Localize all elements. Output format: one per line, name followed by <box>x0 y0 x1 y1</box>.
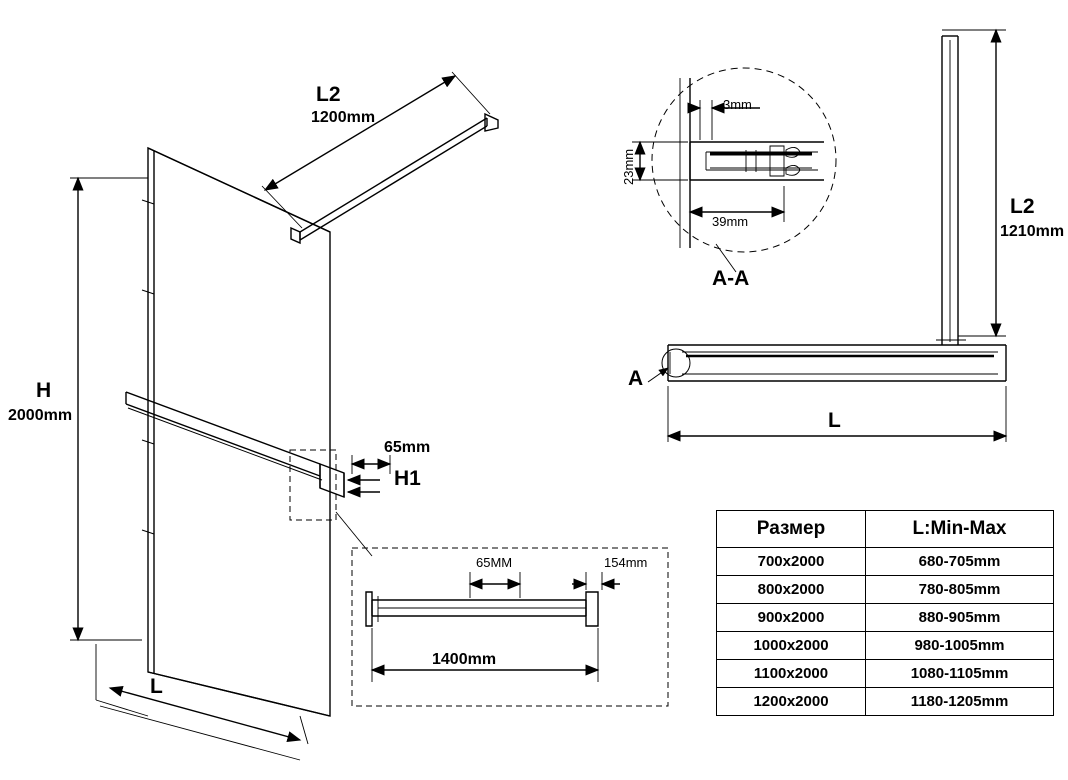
table-header-range: L:Min-Max <box>866 511 1054 548</box>
table-row <box>717 576 1054 604</box>
value-l2-top: 1210mm <box>1000 223 1065 240</box>
table-row <box>717 604 1054 632</box>
table-row <box>717 660 1054 688</box>
dim-23mm: 23mm <box>621 148 636 185</box>
cell-range: 980-1005mm <box>866 632 1054 660</box>
cell-size: 1100x2000 <box>717 660 866 688</box>
cell-size: 900x2000 <box>717 604 866 632</box>
table-header-size: Размер <box>717 511 866 548</box>
cell-range: 880-905mm <box>866 604 1054 632</box>
value-h: 2000mm <box>8 407 73 424</box>
cell-size: 700x2000 <box>717 548 866 576</box>
label-l-main: L <box>150 675 163 698</box>
label-h1: H1 <box>394 467 421 490</box>
detail-dim-154: 154mm <box>604 555 648 570</box>
label-section-a: A <box>628 367 644 390</box>
table-row <box>717 688 1054 716</box>
detail-dim-65: 65MM <box>476 555 513 570</box>
label-l-top: L <box>828 409 841 432</box>
label-l2-main: L2 <box>316 83 341 106</box>
label-section-aa: A-A <box>712 267 750 290</box>
cell-size: 1200x2000 <box>717 688 866 716</box>
dim-39mm: 39mm <box>712 214 749 229</box>
value-l2-main: 1200mm <box>311 109 376 126</box>
table-header-row <box>717 511 1054 548</box>
cell-range: 680-705mm <box>866 548 1054 576</box>
specification-table <box>716 510 1054 716</box>
label-h: H <box>36 379 52 402</box>
cell-size: 800x2000 <box>717 576 866 604</box>
value-65mm: 65mm <box>384 439 431 456</box>
detail-dim-1400: 1400mm <box>432 651 497 668</box>
table-row <box>717 548 1054 576</box>
cell-range: 780-805mm <box>866 576 1054 604</box>
dim-3mm: 3mm <box>723 97 752 112</box>
cell-size: 1000x2000 <box>717 632 866 660</box>
table-row <box>717 632 1054 660</box>
label-l2-top: L2 <box>1010 195 1035 218</box>
cell-range: 1080-1105mm <box>866 660 1054 688</box>
cell-range: 1180-1205mm <box>866 688 1054 716</box>
